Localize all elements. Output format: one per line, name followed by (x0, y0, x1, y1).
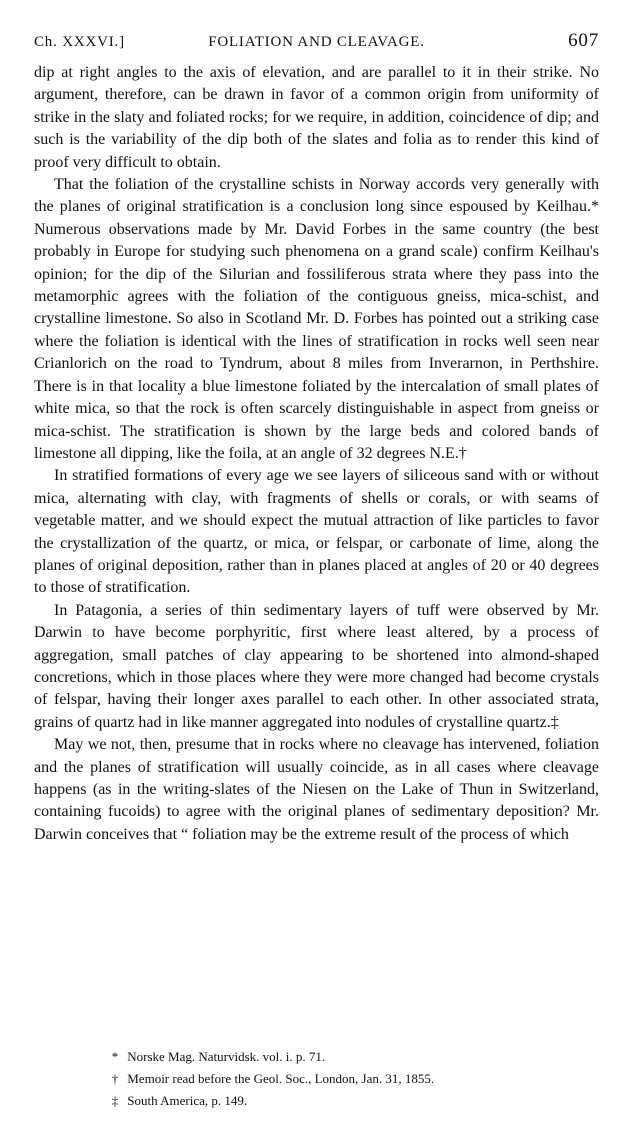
footnote (106, 1068, 434, 1090)
footnote (106, 1046, 434, 1068)
footnote-text: Memoir read before the Geol. Soc., London, Jan. 31, 1855. (127, 1071, 435, 1086)
paragraph-patagonia: In Patagonia, a series of thin sedimentary layers of tuff were observed by Mr. Darwin to have become porphyritic, first where least altered, by a process of aggregation, small patches of clay appearing to be shortened into almond-shaped concretions, which in those places where they were more changed had become crystals of felspar, having their longer axes parallel to each other. In other associated strata, grains of quartz had in like manner aggregated into nodules of crystalline quartz.‡ (34, 601, 599, 731)
footnote-text: Norske Mag. Naturvidsk. vol. i. p. 71. (127, 1049, 326, 1064)
chapter-label: Ch. XXXVI.] (34, 34, 125, 50)
running-title: FOLIATION AND CLEAVAGE. (208, 34, 425, 50)
footnote-mark: ‡ (111, 1093, 119, 1108)
footnote-text: South America, p. 149. (127, 1093, 248, 1108)
footnote-mark: † (111, 1071, 119, 1086)
body-text (34, 62, 599, 846)
paragraph-cleavage-presumption: May we not, then, presume that in rocks where no cleavage has intervened, foliation and the planes of stratification will usually coincide, as in all cases where cleavage happens (as in the writing-slates of the Niesen on the Lake of Thun in Switzerland, containing fucoids) to agree with the original planes of sedimentary deposition? Mr. Darwin conceives that “ foliation may be the extreme result of the process of which (34, 736, 599, 843)
paragraph-continued: dip at right angles to the axis of elevation, and are parallel to it in their strike. No argument, therefore, can be drawn in favor of a common origin from uniformity of strike in the slaty and foliated rocks; for we require, in addition, coincidence of dip; and such is the variability of the dip both of the slates and folia as to render this kind of proof very difficult to obtain. (34, 64, 599, 171)
page-number: 607 (568, 30, 599, 51)
footnote (106, 1090, 434, 1112)
running-header (34, 30, 599, 54)
paragraph-stratified-formations: In stratified formations of every age we see layers of siliceous sand with or without mica, alternating with clay, with fragments of shells or corals, or with seams of vegetable matter, and we should expect the mutual attraction of like particles to favor the crystallization of the quartz, or mica, or felspar, or carbonate of lime, along the planes of original deposition, rather than in planes placed at angles of 20 or 40 degrees to those of stratification. (34, 467, 599, 597)
footnotes (106, 1046, 434, 1112)
paragraph-norway-foliation: That the foliation of the crystalline schists in Norway accords very generally with the planes of original stratification is a conclusion long since espoused by Keilhau.* Numerous observations made by Mr. David Forbes in the same country (the best probably in Europe for studying such phenomena on a grand scale) confirm Keilhau's opinion; for the dip of the Silurian and fossiliferous strata where they pass into the metamorphic agrees with the foliation of the contiguous gneiss, mica-schist, and crystalline limestone. So also in Scotland Mr. D. Forbes has pointed out a striking case where the foliation is identical with the lines of stratification in rocks well seen near Crianlorich on the road to Tyndrum, about 8 miles from Inverarnon, in Perthshire. There is in that locality a blue limestone foliated by the intercalation of small plates of white mica, so that the rock is often scarcely distinguishable in aspect from gneiss or mica-schist. The stratification is shown by the large beds and colored bands of limestone all dipping, like the foila, at an angle of 32 degrees N.E.† (34, 176, 599, 462)
footnote-mark: * (111, 1049, 119, 1064)
